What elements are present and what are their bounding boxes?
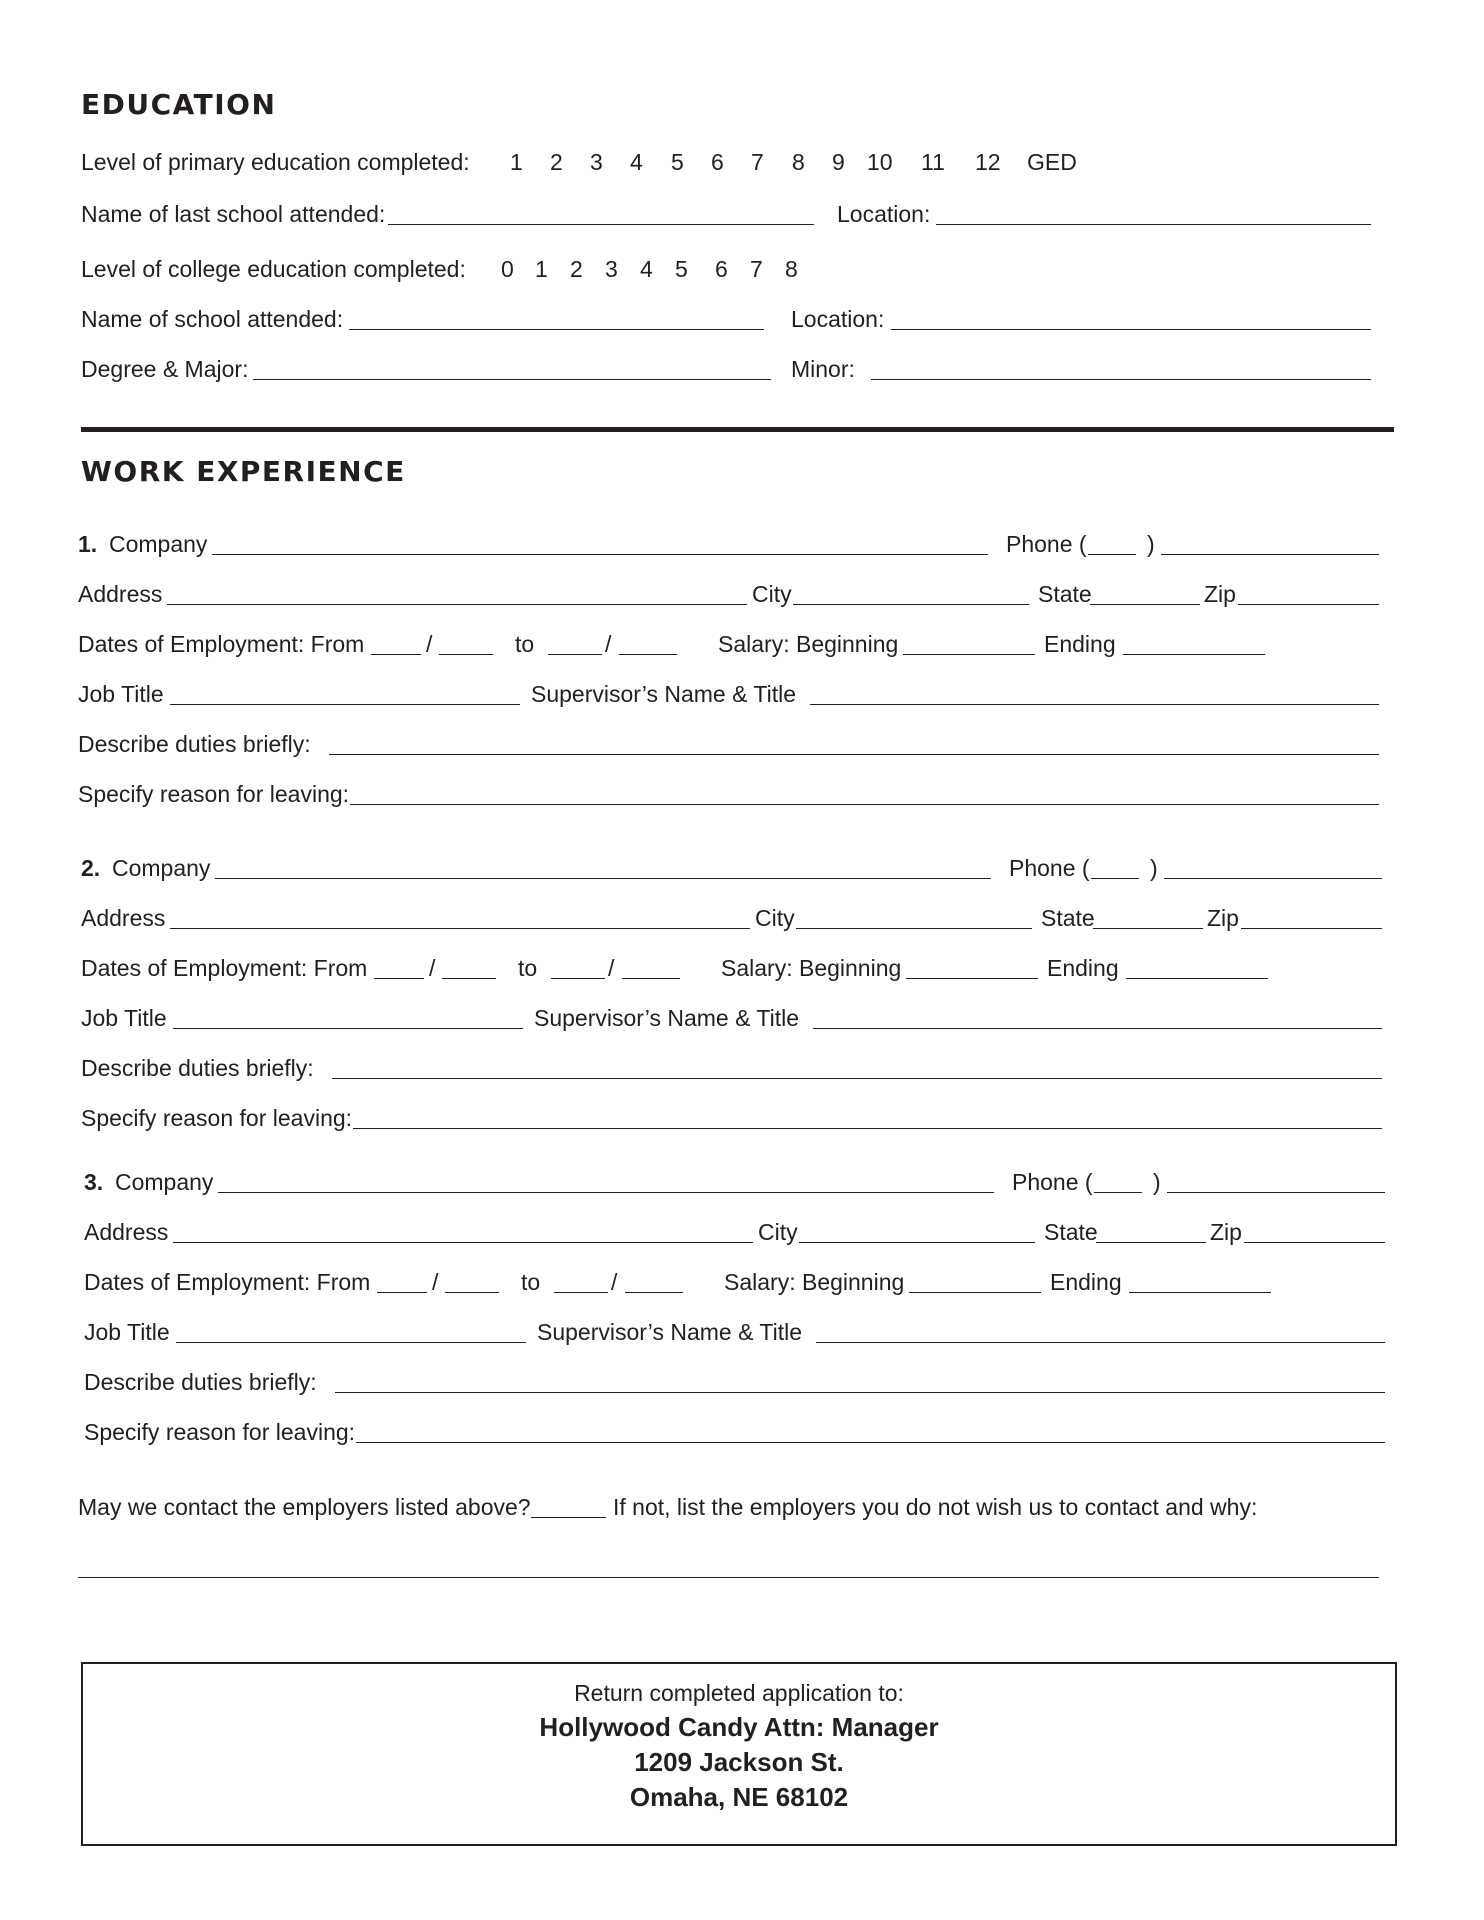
college-level-option[interactable]: 7 bbox=[750, 256, 763, 282]
salary-ending-label: Ending bbox=[1050, 1269, 1122, 1295]
from-year-field[interactable] bbox=[445, 1292, 499, 1293]
college-education-label: Level of college education completed: bbox=[81, 256, 466, 282]
phone-area-code-field[interactable] bbox=[1094, 1192, 1142, 1193]
return-street-line: 1209 Jackson St. bbox=[634, 1747, 844, 1777]
job-title-field[interactable] bbox=[170, 704, 520, 705]
address-label: Address bbox=[78, 581, 163, 607]
address-field[interactable] bbox=[173, 1242, 753, 1243]
supervisor-label: Supervisor’s Name & Title bbox=[531, 681, 797, 707]
salary-ending-label: Ending bbox=[1044, 631, 1116, 657]
salary-beginning-field[interactable] bbox=[906, 978, 1038, 979]
address-field[interactable] bbox=[167, 604, 747, 605]
zip-label: Zip bbox=[1210, 1219, 1242, 1245]
degree-major-field[interactable] bbox=[253, 379, 771, 380]
duties-row bbox=[78, 727, 1398, 761]
duties-row bbox=[84, 1365, 1404, 1399]
supervisor-label: Supervisor’s Name & Title bbox=[534, 1005, 800, 1031]
duties-field[interactable] bbox=[329, 754, 1379, 755]
primary-level-option[interactable]: 10 bbox=[867, 149, 893, 175]
primary-level-option[interactable]: 3 bbox=[590, 149, 603, 175]
zip-field[interactable] bbox=[1241, 928, 1382, 929]
from-year-field[interactable] bbox=[439, 654, 493, 655]
zip-label: Zip bbox=[1207, 905, 1239, 931]
college-level-option[interactable]: 8 bbox=[785, 256, 798, 282]
primary-education-row bbox=[81, 145, 1401, 179]
company-row bbox=[78, 527, 1398, 561]
phone-number-field[interactable] bbox=[1161, 554, 1379, 555]
date-slash: / bbox=[429, 955, 436, 981]
state-field[interactable] bbox=[1093, 928, 1203, 929]
city-field[interactable] bbox=[793, 604, 1029, 605]
city-field[interactable] bbox=[796, 928, 1032, 929]
primary-education-label: Level of primary education completed: bbox=[81, 149, 470, 175]
phone-number-field[interactable] bbox=[1167, 1192, 1385, 1193]
contact-followup-label: If not, list the employers you do not wish us to contact and why: bbox=[613, 1494, 1258, 1520]
primary-level-option[interactable]: GED bbox=[1027, 149, 1077, 175]
college-level-option[interactable]: 0 bbox=[501, 256, 514, 282]
contact-explanation-field[interactable] bbox=[78, 1577, 1379, 1578]
section-divider bbox=[81, 427, 1394, 432]
college-level-option[interactable]: 1 bbox=[535, 256, 548, 282]
company-label: Company bbox=[112, 855, 211, 881]
job-title-field[interactable] bbox=[176, 1342, 526, 1343]
contact-question-label: May we contact the employers listed above? bbox=[78, 1494, 531, 1520]
contact-employers-row bbox=[78, 1490, 1398, 1524]
to-year-field[interactable] bbox=[622, 978, 680, 979]
city-label: City bbox=[752, 581, 792, 607]
job-title-field[interactable] bbox=[173, 1028, 523, 1029]
salary-beginning-label: Salary: Beginning bbox=[724, 1269, 905, 1295]
duties-label: Describe duties briefly: bbox=[81, 1055, 314, 1081]
salary-beginning-label: Salary: Beginning bbox=[718, 631, 899, 657]
from-year-field[interactable] bbox=[442, 978, 496, 979]
salary-ending-field[interactable] bbox=[1126, 978, 1268, 979]
job-title-row bbox=[78, 677, 1398, 711]
entry-number: 1. bbox=[78, 531, 98, 557]
company-row bbox=[81, 851, 1401, 885]
job-title-row bbox=[81, 1001, 1401, 1035]
duties-field[interactable] bbox=[332, 1078, 1382, 1079]
entry-number: 2. bbox=[81, 855, 101, 881]
college-location-label: Location: bbox=[791, 306, 885, 332]
state-field[interactable] bbox=[1096, 1242, 1206, 1243]
dates-label: Dates of Employment: From bbox=[84, 1269, 371, 1295]
duties-field[interactable] bbox=[335, 1392, 1385, 1393]
primary-level-option[interactable]: 7 bbox=[751, 149, 764, 175]
primary-level-option[interactable]: 8 bbox=[792, 149, 805, 175]
date-slash: / bbox=[605, 631, 612, 657]
primary-level-option[interactable]: 4 bbox=[630, 149, 643, 175]
date-slash: / bbox=[426, 631, 433, 657]
reason-label: Specify reason for leaving: bbox=[78, 781, 350, 807]
from-month-field[interactable] bbox=[374, 978, 424, 979]
contact-answer-field[interactable] bbox=[531, 1517, 606, 1518]
zip-label: Zip bbox=[1204, 581, 1236, 607]
return-address-box bbox=[81, 1662, 1397, 1846]
to-year-field[interactable] bbox=[619, 654, 677, 655]
company-label: Company bbox=[109, 531, 208, 557]
primary-level-option[interactable]: 6 bbox=[711, 149, 724, 175]
primary-level-option[interactable]: 2 bbox=[550, 149, 563, 175]
dates-row bbox=[84, 1265, 1404, 1299]
state-label: State bbox=[1041, 905, 1095, 931]
reason-label: Specify reason for leaving: bbox=[81, 1105, 353, 1131]
dates-row bbox=[81, 951, 1401, 985]
address-field[interactable] bbox=[170, 928, 750, 929]
primary-level-option[interactable]: 11 bbox=[921, 149, 945, 175]
education-heading: EDUCATION bbox=[81, 88, 277, 121]
job-title-row bbox=[84, 1315, 1404, 1349]
state-field[interactable] bbox=[1090, 604, 1200, 605]
address-row bbox=[78, 577, 1398, 611]
salary-beginning-label: Salary: Beginning bbox=[721, 955, 902, 981]
duties-row bbox=[81, 1051, 1401, 1085]
city-label: City bbox=[755, 905, 795, 931]
to-label: to bbox=[518, 955, 538, 981]
company-label: Company bbox=[115, 1169, 214, 1195]
last-school-row bbox=[81, 197, 1401, 231]
to-month-field[interactable] bbox=[554, 1292, 608, 1293]
degree-major-label: Degree & Major: bbox=[81, 356, 249, 382]
last-school-location-field[interactable] bbox=[936, 224, 1371, 225]
college-level-option[interactable]: 2 bbox=[570, 256, 583, 282]
college-school-row bbox=[81, 302, 1401, 336]
college-level-option[interactable]: 4 bbox=[640, 256, 653, 282]
salary-beginning-field[interactable] bbox=[909, 1292, 1041, 1293]
minor-label: Minor: bbox=[791, 356, 855, 382]
salary-ending-label: Ending bbox=[1047, 955, 1119, 981]
zip-field[interactable] bbox=[1238, 604, 1379, 605]
last-school-field[interactable] bbox=[388, 224, 814, 225]
work-experience-heading: WORK EXPERIENCE bbox=[81, 455, 406, 488]
dates-label: Dates of Employment: From bbox=[81, 955, 368, 981]
supervisor-label: Supervisor’s Name & Title bbox=[537, 1319, 803, 1345]
from-month-field[interactable] bbox=[377, 1292, 427, 1293]
job-title-label: Job Title bbox=[78, 681, 164, 707]
company-field[interactable] bbox=[215, 878, 991, 879]
city-label: City bbox=[758, 1219, 798, 1245]
reason-label: Specify reason for leaving: bbox=[84, 1419, 356, 1445]
to-label: to bbox=[515, 631, 535, 657]
company-field[interactable] bbox=[218, 1192, 994, 1193]
college-level-option[interactable]: 5 bbox=[675, 256, 688, 282]
return-city-line: Omaha, NE 68102 bbox=[629, 1782, 849, 1812]
company-field[interactable] bbox=[212, 554, 988, 555]
college-school-field[interactable] bbox=[349, 329, 764, 330]
phone-number-field[interactable] bbox=[1164, 878, 1382, 879]
reason-field[interactable] bbox=[356, 1442, 1385, 1443]
duties-label: Describe duties briefly: bbox=[84, 1369, 317, 1395]
phone-close-paren: ) bbox=[1153, 1169, 1161, 1195]
phone-area-code-field[interactable] bbox=[1088, 554, 1136, 555]
address-row bbox=[84, 1215, 1404, 1249]
supervisor-field[interactable] bbox=[810, 704, 1379, 705]
date-slash: / bbox=[608, 955, 615, 981]
from-month-field[interactable] bbox=[371, 654, 421, 655]
degree-row bbox=[81, 352, 1401, 386]
dates-label: Dates of Employment: From bbox=[78, 631, 365, 657]
primary-level-option[interactable]: 12 bbox=[975, 149, 1001, 175]
return-company-line: Hollywood Candy Attn: Manager bbox=[539, 1712, 939, 1742]
job-title-label: Job Title bbox=[84, 1319, 170, 1345]
contact-explanation-row bbox=[78, 1550, 1398, 1584]
date-slash: / bbox=[432, 1269, 439, 1295]
college-school-label: Name of school attended: bbox=[81, 306, 344, 332]
primary-level-option[interactable]: 5 bbox=[671, 149, 684, 175]
reason-field[interactable] bbox=[353, 1128, 1382, 1129]
supervisor-field[interactable] bbox=[813, 1028, 1382, 1029]
phone-label: Phone ( bbox=[1012, 1169, 1093, 1195]
phone-label: Phone ( bbox=[1009, 855, 1090, 881]
to-month-field[interactable] bbox=[548, 654, 602, 655]
supervisor-field[interactable] bbox=[816, 1342, 1385, 1343]
primary-level-option[interactable]: 9 bbox=[832, 149, 845, 175]
salary-ending-field[interactable] bbox=[1123, 654, 1265, 655]
college-education-row bbox=[81, 252, 1401, 286]
salary-beginning-field[interactable] bbox=[903, 654, 1035, 655]
salary-ending-field[interactable] bbox=[1129, 1292, 1271, 1293]
address-label: Address bbox=[84, 1219, 169, 1245]
phone-area-code-field[interactable] bbox=[1091, 878, 1139, 879]
job-title-label: Job Title bbox=[81, 1005, 167, 1031]
college-level-option[interactable]: 6 bbox=[715, 256, 728, 282]
reason-field[interactable] bbox=[350, 804, 1379, 805]
state-label: State bbox=[1038, 581, 1092, 607]
reason-row bbox=[84, 1415, 1404, 1449]
date-slash: / bbox=[611, 1269, 618, 1295]
reason-row bbox=[78, 777, 1398, 811]
to-label: to bbox=[521, 1269, 541, 1295]
company-row bbox=[84, 1165, 1404, 1199]
address-label: Address bbox=[81, 905, 166, 931]
return-intro: Return completed application to: bbox=[574, 1680, 904, 1706]
last-school-location-label: Location: bbox=[837, 201, 931, 227]
minor-field[interactable] bbox=[871, 379, 1371, 380]
to-month-field[interactable] bbox=[551, 978, 605, 979]
phone-close-paren: ) bbox=[1150, 855, 1158, 881]
phone-close-paren: ) bbox=[1147, 531, 1155, 557]
duties-label: Describe duties briefly: bbox=[78, 731, 311, 757]
dates-row bbox=[78, 627, 1398, 661]
address-row bbox=[81, 901, 1401, 935]
primary-level-option[interactable]: 1 bbox=[510, 149, 523, 175]
entry-number: 3. bbox=[84, 1169, 104, 1195]
college-location-field[interactable] bbox=[891, 329, 1371, 330]
college-level-option[interactable]: 3 bbox=[605, 256, 618, 282]
state-label: State bbox=[1044, 1219, 1098, 1245]
last-school-label: Name of last school attended: bbox=[81, 201, 386, 227]
phone-label: Phone ( bbox=[1006, 531, 1087, 557]
city-field[interactable] bbox=[799, 1242, 1035, 1243]
to-year-field[interactable] bbox=[625, 1292, 683, 1293]
zip-field[interactable] bbox=[1244, 1242, 1385, 1243]
reason-row bbox=[81, 1101, 1401, 1135]
